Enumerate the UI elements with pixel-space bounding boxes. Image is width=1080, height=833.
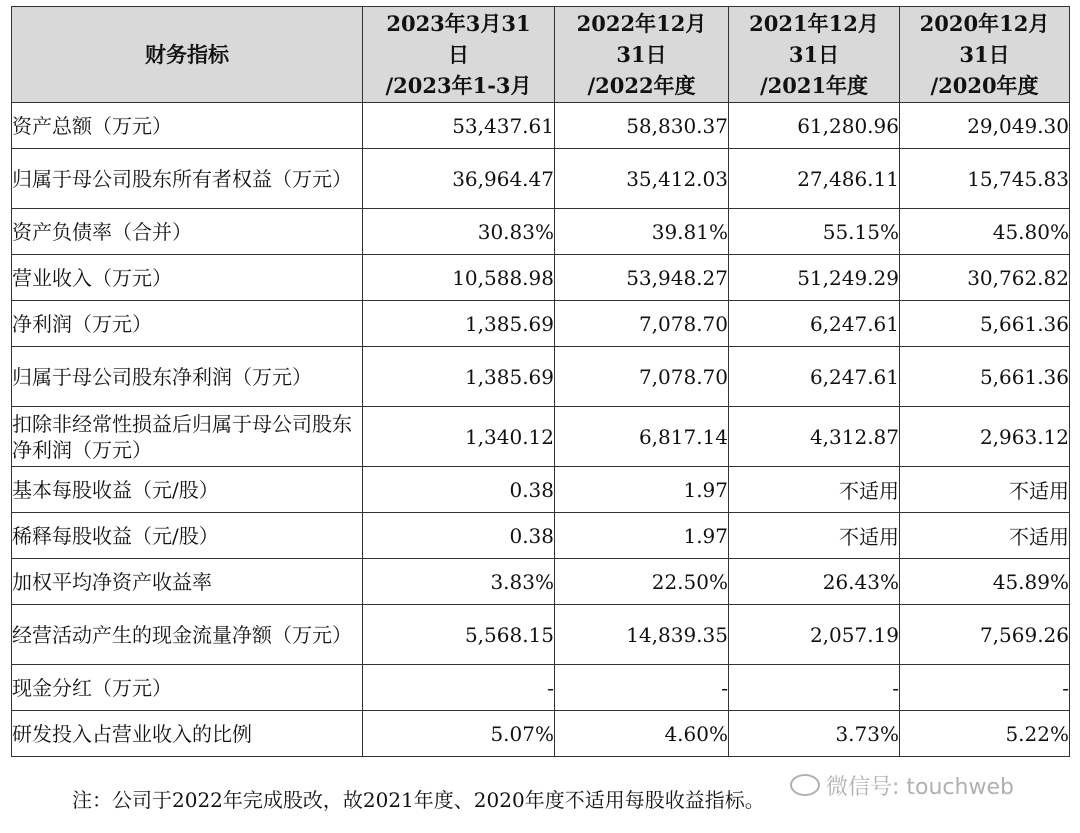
- table-row: [12, 513, 1070, 559]
- cell-value: 2,963.12: [900, 407, 1070, 467]
- table-row: [12, 301, 1070, 347]
- row-label: 净利润（万元）: [12, 301, 363, 347]
- cell-value: 45.80%: [900, 209, 1070, 255]
- table-row: [12, 103, 1070, 149]
- table-row: [12, 407, 1070, 467]
- financial-indicators-table: [11, 6, 1070, 757]
- cell-value: 1,340.12: [363, 407, 555, 467]
- cell-value: 58,830.37: [555, 103, 729, 149]
- cell-value: 6,247.61: [729, 347, 900, 407]
- table-row: [12, 347, 1070, 407]
- table-row: [12, 149, 1070, 209]
- row-label: 现金分红（万元）: [12, 665, 363, 711]
- wechat-watermark: [790, 770, 1014, 801]
- header-2021: [729, 7, 900, 103]
- cell-value: 1.97: [555, 467, 729, 513]
- row-label: 资产总额（万元）: [12, 103, 363, 149]
- table-row: [12, 255, 1070, 301]
- cell-value: 6,247.61: [729, 301, 900, 347]
- cell-value: 6,817.14: [555, 407, 729, 467]
- row-label: 归属于母公司股东所有者权益（万元）: [12, 149, 363, 209]
- header-line: 31日: [959, 42, 1010, 67]
- cell-value: 39.81%: [555, 209, 729, 255]
- table-row: [12, 559, 1070, 605]
- cell-value: 3.73%: [729, 711, 900, 757]
- cell-value: 30,762.82: [900, 255, 1070, 301]
- table-row: [12, 209, 1070, 255]
- cell-value: 5.07%: [363, 711, 555, 757]
- cell-value: 0.38: [363, 467, 555, 513]
- row-label: 扣除非经常性损益后归属于母公司股东净利润（万元）: [12, 407, 363, 467]
- row-label: 经营活动产生的现金流量净额（万元）: [12, 605, 363, 665]
- cell-value: 5,661.36: [900, 301, 1070, 347]
- cell-value: 3.83%: [363, 559, 555, 605]
- cell-value: 1.97: [555, 513, 729, 559]
- header-line: /2022年度: [587, 73, 696, 98]
- cell-value: 不适用: [900, 513, 1070, 559]
- row-label: 加权平均净资产收益率: [12, 559, 363, 605]
- cell-value: 10,588.98: [363, 255, 555, 301]
- header-financial-indicator: [12, 7, 363, 103]
- row-label: 研发投入占营业收入的比例: [12, 711, 363, 757]
- cell-value: 5,568.15: [363, 605, 555, 665]
- row-label: 稀释每股收益（元/股）: [12, 513, 363, 559]
- cell-value: -: [900, 665, 1070, 711]
- cell-value: 36,964.47: [363, 149, 555, 209]
- cell-value: 27,486.11: [729, 149, 900, 209]
- cell-value: 1,385.69: [363, 301, 555, 347]
- row-label: 营业收入（万元）: [12, 255, 363, 301]
- header-2022: [555, 7, 729, 103]
- cell-value: 不适用: [729, 467, 900, 513]
- row-label: 归属于母公司股东净利润（万元）: [12, 347, 363, 407]
- header-line: 财务指标: [145, 42, 229, 67]
- cell-value: 45.89%: [900, 559, 1070, 605]
- cell-value: 7,078.70: [555, 347, 729, 407]
- cell-value: -: [729, 665, 900, 711]
- table-row: [12, 467, 1070, 513]
- cell-value: -: [555, 665, 729, 711]
- header-line: 31日: [616, 42, 667, 67]
- table-row: [12, 605, 1070, 665]
- cell-value: -: [363, 665, 555, 711]
- header-line: /2021年度: [759, 73, 869, 98]
- row-label: 基本每股收益（元/股）: [12, 467, 363, 513]
- cell-value: 5,661.36: [900, 347, 1070, 407]
- cell-value: 14,839.35: [555, 605, 729, 665]
- header-line: 日: [448, 42, 469, 67]
- cell-value: 29,049.30: [900, 103, 1070, 149]
- cell-value: 不适用: [900, 467, 1070, 513]
- table-header-row: [12, 7, 1070, 103]
- cell-value: 35,412.03: [555, 149, 729, 209]
- cell-value: 15,745.83: [900, 149, 1070, 209]
- cell-value: 4.60%: [555, 711, 729, 757]
- footnote: 注：公司于2022年完成股改，故2021年度、2020年度不适用每股收益指标。: [72, 788, 765, 812]
- cell-value: 1,385.69: [363, 347, 555, 407]
- header-line: 2020年12月: [919, 11, 1050, 36]
- cell-value: 53,948.27: [555, 255, 729, 301]
- header-line: /2023年1-3月: [385, 73, 532, 98]
- header-line: 31日: [788, 42, 840, 67]
- cell-value: 不适用: [729, 513, 900, 559]
- cell-value: 4,312.87: [729, 407, 900, 467]
- cell-value: 61,280.96: [729, 103, 900, 149]
- cell-value: 26.43%: [729, 559, 900, 605]
- table-row: [12, 711, 1070, 757]
- table-row: [12, 665, 1070, 711]
- cell-value: 51,249.29: [729, 255, 900, 301]
- header-line: 2022年12月: [576, 11, 707, 36]
- cell-value: 30.83%: [363, 209, 555, 255]
- cell-value: 22.50%: [555, 559, 729, 605]
- header-line: 2021年12月: [749, 11, 879, 36]
- watermark-text: 微信号: touchweb: [826, 775, 1014, 800]
- header-2023q1: [363, 7, 555, 103]
- cell-value: 53,437.61: [363, 103, 555, 149]
- header-line: /2020年度: [930, 73, 1039, 98]
- cell-value: 7,078.70: [555, 301, 729, 347]
- cell-value: 5.22%: [900, 711, 1070, 757]
- header-2020: [900, 7, 1070, 103]
- cell-value: 7,569.26: [900, 605, 1070, 665]
- header-line: 2023年3月31: [386, 11, 531, 36]
- cell-value: 2,057.19: [729, 605, 900, 665]
- cell-value: 55.15%: [729, 209, 900, 255]
- row-label: 资产负债率（合并）: [12, 209, 363, 255]
- wechat-icon: [790, 774, 820, 796]
- cell-value: 0.38: [363, 513, 555, 559]
